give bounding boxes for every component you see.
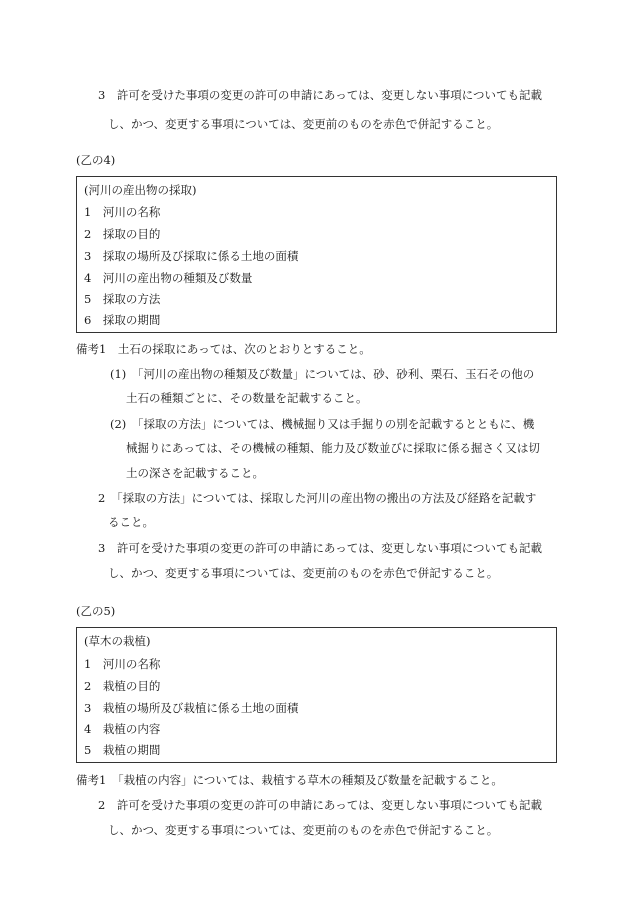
form5-remark-2-line-2: し、かつ、変更する事項については、変更前のものを赤色で併記すること。 xyxy=(108,823,499,837)
form4-remark-1-sub-2-line-3: 土の深さを記載すること。 xyxy=(126,466,264,480)
form4-item-4: 4 河川の産出物の種類及び数量 xyxy=(84,271,253,285)
form5-item-4: 4 栽植の内容 xyxy=(84,722,161,736)
top-note-3-line-1: 3 許可を受けた事項の変更の許可の申請にあっては、変更しない事項についても記載 xyxy=(98,88,542,102)
form4-remark-1: 備考1 土石の採取にあっては、次のとおりとすること。 xyxy=(76,342,371,356)
form5-item-2: 2 栽植の目的 xyxy=(84,679,161,693)
form4-remark-3-line-1: 3 許可を受けた事項の変更の許可の申請にあっては、変更しない事項についても記載 xyxy=(98,541,542,555)
form4-remark-1-sub-1-line-2: 土石の種類ごとに、その数量を記載すること。 xyxy=(126,391,368,405)
form4-remark-2-line-1: 2 「採取の方法」については、採取した河川の産出物の搬出の方法及び経路を記載す xyxy=(98,491,537,505)
form4-remark-1-sub-1-line-1: (1) 「河川の産出物の種類及び数量」については、砂、砂利、栗石、玉石その他の xyxy=(110,367,535,381)
form5-item-5: 5 栽植の期間 xyxy=(84,743,161,757)
form5-remark-1: 備考1 「栽植の内容」については、栽植する草木の種類及び数量を記載すること。 xyxy=(76,773,503,787)
top-note-3-line-2: し、かつ、変更する事項については、変更前のものを赤色で併記すること。 xyxy=(108,117,499,131)
form4-box-title: (河川の産出物の採取) xyxy=(84,183,197,197)
form4-item-2: 2 採取の目的 xyxy=(84,227,161,241)
form5-item-box xyxy=(76,627,557,763)
form4-item-6: 6 採取の期間 xyxy=(84,313,161,327)
form4-item-5: 5 採取の方法 xyxy=(84,292,161,306)
form5-remark-2-line-1: 2 許可を受けた事項の変更の許可の申請にあっては、変更しない事項についても記載 xyxy=(98,798,542,812)
form5-box-title: (草木の栽植) xyxy=(84,634,151,648)
form5-item-3: 3 栽植の場所及び栽植に係る土地の面積 xyxy=(84,701,299,715)
form4-label: (乙の4) xyxy=(76,153,116,167)
form4-item-box xyxy=(76,176,557,333)
form4-remark-2-line-2: ること。 xyxy=(108,515,154,529)
form4-item-3: 3 採取の場所及び採取に係る土地の面積 xyxy=(84,249,299,263)
form4-remark-1-sub-2-line-2: 械掘りにあっては、その機械の種類、能力及び数並びに採取に係る掘さく又は切 xyxy=(126,441,540,455)
form5-label: (乙の5) xyxy=(76,604,116,618)
form4-item-1: 1 河川の名称 xyxy=(84,205,161,219)
form4-remark-1-sub-2-line-1: (2) 「採取の方法」については、機械掘り又は手掘りの別を記載するとともに、機 xyxy=(110,417,535,431)
form5-item-1: 1 河川の名称 xyxy=(84,657,161,671)
form4-remark-3-line-2: し、かつ、変更する事項については、変更前のものを赤色で併記すること。 xyxy=(108,566,499,580)
